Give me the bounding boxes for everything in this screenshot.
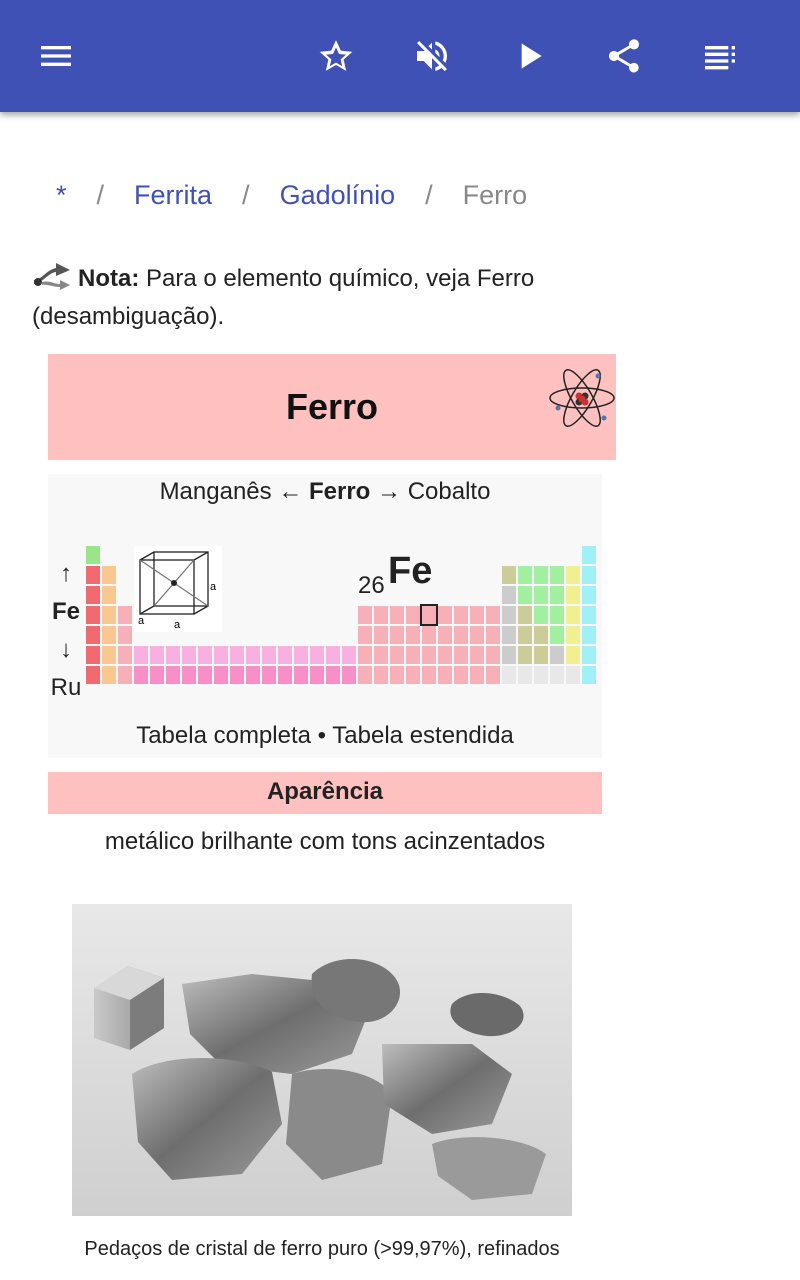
- element-cell: [102, 586, 116, 604]
- element-cell: [438, 626, 452, 644]
- element-cell: [102, 626, 116, 644]
- element-cell: [534, 646, 548, 664]
- element-cell: [534, 566, 548, 584]
- right-arrow: →: [377, 478, 402, 505]
- element-cell: [150, 666, 164, 684]
- element-cell: [374, 646, 388, 664]
- breadcrumb-separator: /: [425, 180, 433, 210]
- element-cell: [406, 666, 420, 684]
- atomic-number: 26: [358, 572, 385, 599]
- element-cell: [534, 606, 548, 624]
- element-cell: [326, 646, 340, 664]
- element-cell: [582, 606, 596, 624]
- element-cell: [358, 626, 372, 644]
- volume-off-icon: [412, 36, 452, 76]
- element-cell: [358, 646, 372, 664]
- element-cell: [198, 666, 212, 684]
- element-cell: [550, 646, 564, 664]
- current-element: Ferro: [308, 478, 371, 505]
- lattice-label: a: [138, 615, 145, 627]
- element-cell: [118, 666, 132, 684]
- element-cell: [390, 646, 404, 664]
- element-cell: [422, 626, 436, 644]
- share-button[interactable]: [596, 28, 652, 84]
- element-cell: [518, 566, 532, 584]
- iron-pieces-image: [72, 904, 572, 1216]
- element-cell: [214, 666, 228, 684]
- note-label: Nota:: [78, 265, 140, 292]
- element-cell: [86, 666, 100, 684]
- element-cell: [246, 666, 260, 684]
- extended-table-link[interactable]: Tabela estendida: [332, 722, 514, 749]
- element-cell: [86, 586, 100, 604]
- element-cell: [278, 666, 292, 684]
- element-cell: [534, 626, 548, 644]
- element-cell: [390, 606, 404, 624]
- contents-button[interactable]: [692, 28, 748, 84]
- element-cell: [582, 666, 596, 684]
- element-cell: [454, 666, 468, 684]
- element-cell: [166, 646, 180, 664]
- element-cell: [422, 666, 436, 684]
- breadcrumb-separator: /: [242, 180, 250, 210]
- element-cell: [150, 646, 164, 664]
- appearance-heading: Aparência: [48, 772, 602, 814]
- play-icon: [510, 36, 550, 76]
- lattice-label: a: [210, 581, 217, 593]
- element-cell: [502, 666, 516, 684]
- element-cell: [102, 566, 116, 584]
- down-arrow[interactable]: ↓: [60, 636, 72, 663]
- element-cell: [438, 646, 452, 664]
- element-cell: [294, 646, 308, 664]
- element-cell: [102, 646, 116, 664]
- iron-photo[interactable]: [72, 904, 572, 1216]
- element-cell: [294, 666, 308, 684]
- element-cell: [438, 606, 452, 624]
- element-cell: [134, 666, 148, 684]
- element-cell: [310, 666, 324, 684]
- element-cell: [550, 666, 564, 684]
- element-cell: [198, 646, 212, 664]
- element-cell: [454, 626, 468, 644]
- appearance-text: metálico brilhante com tons acinzentados: [104, 828, 546, 855]
- element-cell: [406, 606, 420, 624]
- lattice-label: a: [174, 619, 181, 631]
- element-cell: [134, 646, 148, 664]
- element-cell: [566, 606, 580, 624]
- element-cell: [118, 606, 132, 624]
- element-cell: [518, 626, 532, 644]
- periodic-table-block: [48, 474, 602, 758]
- bullet-separator: •: [317, 722, 327, 749]
- breadcrumb-item-ferrita[interactable]: Ferrita: [134, 180, 213, 210]
- breadcrumb: [56, 180, 527, 211]
- element-neighbors: [48, 478, 602, 506]
- menu-icon: [36, 36, 76, 76]
- element-cell: [374, 666, 388, 684]
- element-cell: [86, 566, 100, 584]
- element-cell: [230, 646, 244, 664]
- element-cell: [550, 626, 564, 644]
- element-cell: [86, 626, 100, 644]
- element-cell: [406, 646, 420, 664]
- element-cell: [262, 666, 276, 684]
- element-cell: [550, 606, 564, 624]
- app-bar: [0, 0, 800, 112]
- infobox-title: [48, 354, 616, 460]
- element-cell: [518, 666, 532, 684]
- element-symbol: Fe: [388, 550, 433, 592]
- element-cell: [470, 606, 484, 624]
- element-cell: [102, 666, 116, 684]
- favorite-button[interactable]: [308, 28, 364, 84]
- element-cell: [230, 666, 244, 684]
- element-cell: [486, 626, 500, 644]
- element-cell: [486, 606, 500, 624]
- element-cell: [102, 606, 116, 624]
- element-cell: [118, 626, 132, 644]
- group-current: Fe: [51, 598, 80, 625]
- element-cell: [566, 666, 580, 684]
- share-icon: [604, 36, 644, 76]
- left-arrow: ←: [278, 478, 303, 505]
- full-table-link[interactable]: Tabela completa: [136, 722, 311, 749]
- element-cell: [486, 646, 500, 664]
- element-cell: [582, 586, 596, 604]
- prev-element-link[interactable]: Manganês: [159, 478, 272, 505]
- atom-icon: [548, 360, 616, 436]
- photo-caption: Pedaços de cristal de ferro puro (>99,97%), refinados: [84, 1238, 560, 1260]
- element-cell: [502, 586, 516, 604]
- element-cell: [454, 606, 468, 624]
- element-cell: [502, 606, 516, 624]
- element-cell: [262, 646, 276, 664]
- element-cell: [390, 666, 404, 684]
- menu-button[interactable]: [28, 28, 84, 84]
- star-icon: [316, 36, 356, 76]
- disambiguation-note: [32, 260, 592, 336]
- element-cell: [374, 606, 388, 624]
- mute-button[interactable]: [404, 28, 460, 84]
- group-below-link[interactable]: Ru: [50, 674, 82, 701]
- play-button[interactable]: [502, 28, 558, 84]
- element-cell: [438, 666, 452, 684]
- element-cell: [470, 626, 484, 644]
- breadcrumb-item-gadolinio[interactable]: Gadolínio: [279, 180, 396, 210]
- element-cell: [502, 626, 516, 644]
- element-cell: [358, 666, 372, 684]
- element-cell: [518, 606, 532, 624]
- element-cell: [582, 566, 596, 584]
- element-cell: [566, 646, 580, 664]
- element-cell: [310, 646, 324, 664]
- next-element-link[interactable]: Cobalto: [407, 478, 491, 505]
- group-navigation: [48, 560, 84, 712]
- list-icon: [700, 36, 740, 76]
- element-cell: [422, 646, 436, 664]
- element-cell: [502, 646, 516, 664]
- element-cell: [326, 666, 340, 684]
- element-cell: [534, 586, 548, 604]
- element-cell: [342, 666, 356, 684]
- up-arrow[interactable]: ↑: [60, 560, 72, 587]
- element-cell: [278, 646, 292, 664]
- element-cell: [182, 666, 196, 684]
- element-cell: [86, 646, 100, 664]
- crystal-structure-icon: [134, 546, 222, 632]
- element-cell: [182, 646, 196, 664]
- element-cell: [582, 626, 596, 644]
- element-cell: [582, 646, 596, 664]
- element-cell: [214, 646, 228, 664]
- element-cell: [486, 666, 500, 684]
- element-cell: [118, 646, 132, 664]
- breadcrumb-home[interactable]: *: [56, 180, 67, 210]
- element-cell: [246, 646, 260, 664]
- element-cell: [566, 586, 580, 604]
- element-cell: [566, 566, 580, 584]
- element-cell: [518, 586, 532, 604]
- element-cell: [470, 646, 484, 664]
- element-cell: [342, 646, 356, 664]
- element-cell: [534, 666, 548, 684]
- element-cell: [550, 586, 564, 604]
- infobox-title-text: Ferro: [285, 386, 379, 427]
- element-cell: [86, 606, 100, 624]
- element-cell: [390, 626, 404, 644]
- element-cell: [406, 626, 420, 644]
- note-text[interactable]: Para o elemento químico, veja Ferro (desambiguação).: [32, 265, 535, 330]
- element-cell: [422, 606, 436, 624]
- element-cell: [454, 646, 468, 664]
- disambiguation-arrows-icon: [32, 260, 74, 290]
- element-cell: [358, 606, 372, 624]
- element-cell: [86, 546, 100, 564]
- table-links: [48, 722, 602, 750]
- element-cell: [502, 566, 516, 584]
- element-cell: [566, 626, 580, 644]
- element-cell: [582, 546, 596, 564]
- element-cell: [518, 646, 532, 664]
- element-cell: [374, 626, 388, 644]
- element-cell: [550, 566, 564, 584]
- breadcrumb-separator: /: [96, 180, 105, 210]
- breadcrumb-current: Ferro: [462, 180, 528, 210]
- element-cell: [470, 666, 484, 684]
- element-cell: [166, 666, 180, 684]
